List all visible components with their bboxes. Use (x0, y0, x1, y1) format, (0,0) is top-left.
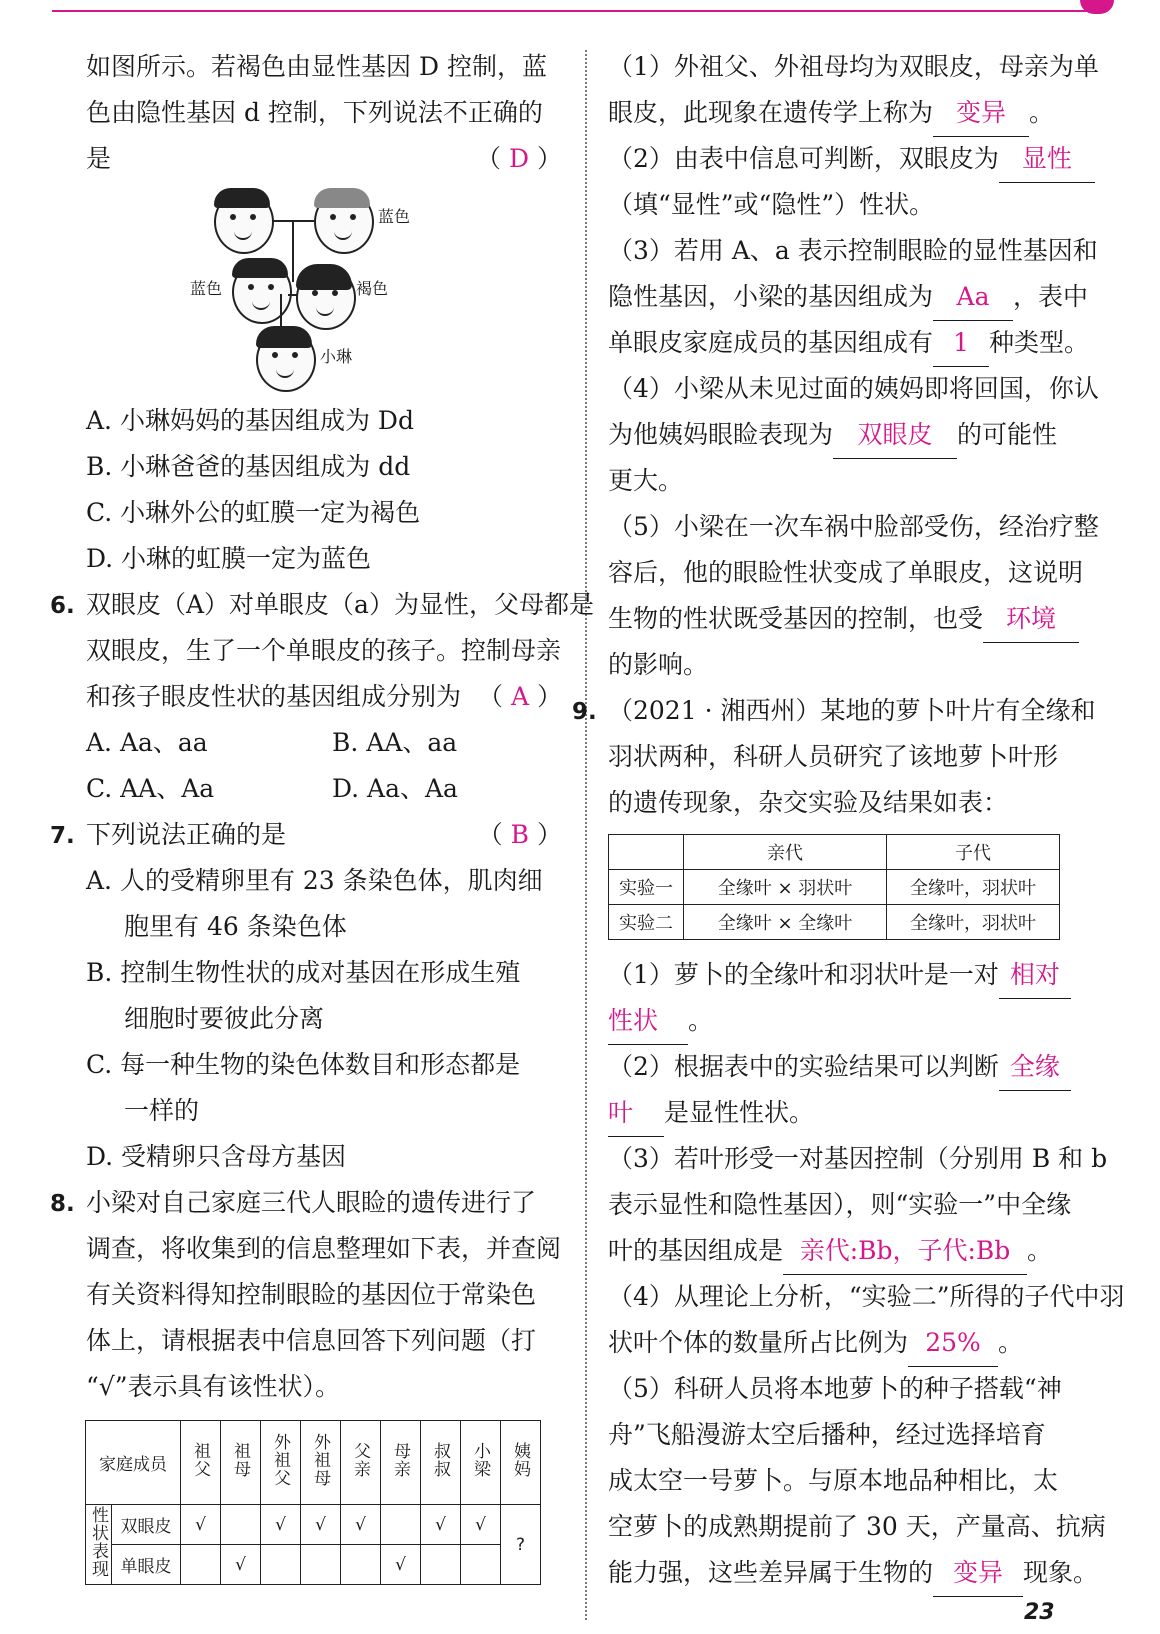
q5-option: B. 小琳爸爸的基因组成为 dd (86, 452, 411, 481)
q9-p5-line: 能力强，这些差异属于生物的 变异 现象。 (608, 1550, 1112, 1596)
q8-p5-line: （5）小梁在一次车祸中脸部受伤，经治疗整 (608, 512, 1099, 541)
table-cell: 全缘叶，羽状叶 (887, 870, 1060, 905)
member-header: 外祖母 (310, 1433, 330, 1487)
father-face (232, 260, 292, 324)
q8-stem-line: “√”表示具有该性状）。 (86, 1372, 340, 1401)
q7-option-cont: 胞里有 46 条染色体 (124, 912, 347, 941)
trait-row-label: 单眼皮 (112, 1545, 181, 1585)
right-column (572, 44, 1125, 1596)
answer-blank: 1 (933, 320, 989, 367)
page-number: 23 (1024, 1600, 1055, 1625)
q8-stem-line: 有关资料得知控制眼睑的基因位于常染色 (86, 1280, 537, 1309)
q7-option: C. 每一种生物的染色体数目和形态都是 (86, 1050, 521, 1079)
mother-face (296, 266, 356, 330)
answer-blank: 全缘 (999, 1044, 1071, 1091)
q8-p2-line: （填“显性”或“隐性”）性状。 (608, 190, 935, 219)
left-column (50, 44, 594, 1585)
q9-p4-line: 状叶个体的数量所占比例为 25% 。 (608, 1320, 1112, 1366)
q8-p4-line: （4）小梁从未见过面的姨妈即将回国，你认 (608, 374, 1099, 403)
q9-p3-line: 表示显性和隐性基因），则“实验一”中全缘 (608, 1190, 1072, 1219)
table-cell (421, 1545, 461, 1585)
table-cell (461, 1545, 501, 1585)
answer-blank: Aa (933, 274, 1013, 321)
table-cell (181, 1545, 221, 1585)
q9-p4-line: （4）从理论上分析，“实验二”所得的子代中羽 (608, 1282, 1125, 1311)
q8-p5-line: 容后，他的眼睑性状变成了单眼皮，这说明 (608, 558, 1084, 587)
q6-option: C. AA、Aa (86, 774, 215, 803)
q6-stem-end: 和孩子眼皮性状的基因组成分别为 （ A ） (50, 674, 562, 720)
table-cell: 全缘叶 × 全缘叶 (684, 905, 887, 940)
answer-blank: 双眼皮 (833, 412, 957, 459)
table-cell: √ (261, 1505, 301, 1545)
pedigree-figure (186, 188, 426, 388)
table-header: 亲代 (684, 835, 887, 870)
label-xiaolin: 小琳 (320, 347, 353, 366)
q8-p1-line: （1）外祖父、外祖母均为双眼皮，母亲为单 (608, 52, 1099, 81)
q9-p5-line: （5）科研人员将本地萝卜的种子搭载“神 (608, 1374, 1062, 1403)
aunt-unknown: ? (501, 1505, 541, 1585)
answer-blank: 变异 (933, 90, 1029, 137)
q9-p3-line: 叶的基因组成是 亲代:Bb，子代:Bb 。 (608, 1228, 1112, 1274)
q9-p5-line: 空萝卜的成熟期提前了 30 天，产量高、抗病 (608, 1512, 1106, 1541)
answer-blank: 性状 (608, 998, 688, 1045)
q8-stem-line: 调查，将收集到的信息整理如下表，并查阅 (86, 1234, 562, 1263)
q9-p5-line: 舟”飞船漫游太空后播种，经过选择培育 (608, 1420, 1046, 1449)
q7-option: A. 人的受精卵里有 23 条染色体，肌肉细 (86, 866, 543, 895)
table-header-label: 家庭成员 (86, 1421, 181, 1505)
table-cell (221, 1505, 261, 1545)
table-cell: 全缘叶，羽状叶 (887, 905, 1060, 940)
q5-stem-line: 色由隐性基因 d 控制，下列说法不正确的 (86, 98, 543, 127)
q8-p5-line: 生物的性状既受基因的控制，也受 环境 (608, 596, 1112, 642)
q8-number: 8. (50, 1191, 75, 1217)
q9-p1-line: 性状 。 (608, 998, 1112, 1044)
q6-option: B. AA、aa (332, 728, 458, 757)
label-brown: 褐色 (356, 279, 389, 298)
radish-cross-table (608, 834, 1060, 940)
q8-stem-line: 8. 小梁对自己家庭三代人眼睑的遗传进行了 (50, 1180, 562, 1226)
table-header (609, 835, 684, 870)
q5-answer-paren: （ D ） (476, 144, 562, 173)
q6-stem-line: 6. 双眼皮（A）对单眼皮（a）为显性，父母都是 (50, 582, 562, 628)
q8-p4-line: 为他姨妈眼睑表现为 双眼皮 的可能性 (608, 412, 1112, 458)
table-cell: √ (181, 1505, 221, 1545)
table-cell: √ (341, 1505, 381, 1545)
q7-option-cont: 一样的 (124, 1096, 200, 1125)
column-divider (585, 50, 587, 1620)
q6-stem-line: 双眼皮，生了一个单眼皮的孩子。控制母亲 (86, 636, 562, 665)
answer-blank: 叶 (608, 1090, 664, 1137)
grandfather-face (214, 190, 274, 254)
member-header: 祖父 (190, 1442, 210, 1478)
q6-options-row (50, 766, 562, 812)
family-trait-table (85, 1420, 541, 1585)
table-cell: √ (461, 1505, 501, 1545)
member-header: 小梁 (470, 1442, 490, 1478)
q9-stem-line: 羽状两种，科研人员研究了该地萝卜叶形 (608, 742, 1059, 771)
q7-number: 7. (50, 823, 75, 849)
table-cell (381, 1505, 421, 1545)
q5-option: C. 小琳外公的虹膜一定为褐色 (86, 498, 421, 527)
q5-answer: D (509, 144, 530, 173)
xiaolin-face (256, 328, 316, 392)
q8-p3-line: （3）若用 A、a 表示控制眼睑的显性基因和 (608, 236, 1098, 265)
q8-stem-line: 体上，请根据表中信息回答下列问题（打 (86, 1326, 537, 1355)
member-header: 外祖父 (270, 1433, 290, 1487)
q9-stem-line: 的遗传现象，杂交实验及结果如表： (608, 788, 1009, 817)
trait-label: 性状表现 (88, 1506, 108, 1578)
q7-option: B. 控制生物性状的成对基因在形成生殖 (86, 958, 521, 987)
table-header: 子代 (887, 835, 1060, 870)
trait-row-label: 双眼皮 (112, 1505, 181, 1545)
answer-blank: 环境 (983, 596, 1079, 643)
q6-number: 6. (50, 593, 75, 619)
answer-blank: 25% (908, 1320, 998, 1367)
table-cell: √ (221, 1545, 261, 1585)
grandmother-face (314, 190, 374, 254)
q8-p3-line: 单眼皮家庭成员的基因组成有 1 种类型。 (608, 320, 1112, 366)
q9-p2-line: （2）根据表中的实验结果可以判断 全缘 (608, 1044, 1112, 1090)
q8-p1-line: 眼皮，此现象在遗传学上称为 变异 。 (608, 90, 1112, 136)
q9-p1-line: （1）萝卜的全缘叶和羽状叶是一对 相对 (608, 952, 1112, 998)
q9-p3-line: （3）若叶形受一对基因控制（分别用 B 和 b (608, 1144, 1108, 1173)
q7-option: D. 受精卵只含母方基因 (86, 1142, 347, 1171)
q7-stem: 7. 下列说法正确的是 （ B ） (50, 812, 562, 858)
q5-stem-end: 是 （ D ） (50, 136, 562, 182)
q5-stem-line: 如图所示。若褐色由显性基因 D 控制，蓝 (86, 52, 547, 81)
label-blue: 蓝色 (378, 207, 411, 226)
q6-options-row (50, 720, 562, 766)
answer-blank: 亲代:Bb，子代:Bb (783, 1228, 1027, 1275)
member-header: 祖母 (230, 1442, 250, 1478)
table-cell: 实验二 (609, 905, 684, 940)
q6-answer-paren: （ A ） (478, 682, 562, 711)
member-header: 姨妈 (510, 1442, 530, 1478)
table-cell (341, 1545, 381, 1585)
q8-p2-line: （2）由表中信息可判断，双眼皮为 显性 (608, 136, 1112, 182)
answer-blank: 变异 (933, 1550, 1023, 1597)
q5-option: D. 小琳的虹膜一定为蓝色 (86, 544, 372, 573)
table-cell: 实验一 (609, 870, 684, 905)
q7-answer: B (510, 820, 530, 849)
q9-p2-line: 叶 是显性性状。 (608, 1090, 1112, 1136)
member-header: 母亲 (390, 1442, 410, 1478)
table-cell (261, 1545, 301, 1585)
q7-answer-paren: （ B ） (477, 820, 562, 849)
member-header: 父亲 (350, 1442, 370, 1478)
q6-answer: A (510, 682, 530, 711)
q8-p3-line: 隐性基因，小梁的基因组成为 Aa ，表中 (608, 274, 1112, 320)
q6-option: A. Aa、aa (86, 728, 208, 757)
q5-option: A. 小琳妈妈的基因组成为 Dd (86, 406, 414, 435)
header-rule (52, 10, 1107, 12)
q7-option-cont: 细胞时要彼此分离 (124, 1004, 325, 1033)
q6-option: D. Aa、Aa (332, 774, 458, 803)
q9-p5-line: 成太空一号萝卜。与原本地品种相比，太 (608, 1466, 1059, 1495)
member-header: 叔叔 (430, 1442, 450, 1478)
table-cell: √ (421, 1505, 461, 1545)
table-cell: √ (301, 1505, 341, 1545)
q9-stem-line: 9. （2021 · 湘西州）某地的萝卜叶片有全缘和 (572, 688, 1112, 734)
label-blue: 蓝色 (190, 279, 223, 298)
q8-p4-line: 更大。 (608, 466, 684, 495)
answer-blank: 相对 (999, 952, 1071, 999)
table-cell: 全缘叶 × 羽状叶 (684, 870, 887, 905)
q8-p5-line: 的影响。 (608, 650, 709, 679)
q9-number: 9. (572, 699, 597, 725)
table-cell (301, 1545, 341, 1585)
answer-blank: 显性 (999, 136, 1095, 183)
table-cell: √ (381, 1545, 421, 1585)
